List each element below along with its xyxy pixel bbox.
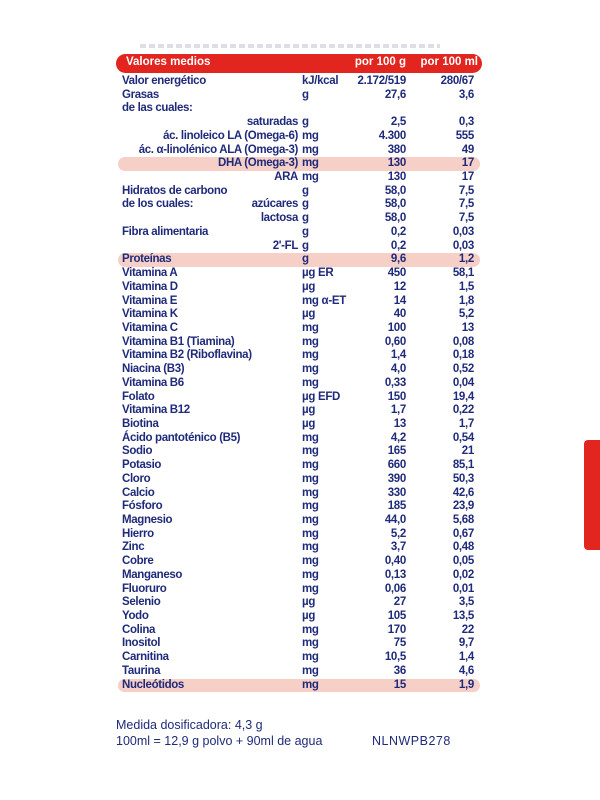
value-per-100ml: 0,03 [452, 225, 474, 238]
value-per-100g: 10,5 [384, 651, 406, 664]
table-row [116, 569, 482, 583]
value-per-100ml: 23,9 [452, 500, 474, 513]
value-per-100g: 5,2 [390, 527, 406, 540]
unit-cell: g [302, 88, 309, 101]
value-per-100g: 4,2 [390, 431, 406, 444]
value-per-100ml: 21 [461, 445, 474, 458]
unit-cell: µg ER [302, 267, 334, 280]
value-per-100g: 0,13 [384, 568, 406, 581]
unit-cell: g [302, 212, 309, 225]
nutrient-label: ác. α-linolénico ALA (Omega-3) [138, 143, 298, 156]
table-row [116, 528, 482, 542]
unit-cell: mg [302, 431, 319, 444]
nutrient-sublabel: azúcares [251, 198, 298, 211]
value-per-100ml: 17 [461, 171, 474, 184]
nutrient-label: saturadas [246, 116, 298, 129]
unit-cell: mg [302, 459, 319, 472]
header-per-100g: por 100 g [354, 56, 406, 68]
table-row [116, 473, 482, 487]
unit-cell: mg α-ET [302, 294, 346, 307]
unit-cell: mg [302, 500, 319, 513]
value-per-100ml: 1,7 [458, 417, 474, 430]
unit-cell: mg [302, 637, 319, 650]
nutrient-label: ARA [274, 171, 298, 184]
value-per-100ml: 5,68 [452, 514, 474, 526]
unit-cell: mg [302, 171, 319, 184]
value-per-100g: 2.172/519 [357, 75, 406, 87]
nutrient-label: Cobre [122, 555, 154, 568]
value-per-100ml: 19,4 [452, 390, 474, 403]
unit-cell: mg [302, 541, 319, 554]
nutrient-label: Potasio [122, 459, 162, 472]
value-per-100ml: 0,04 [452, 376, 474, 389]
value-per-100ml: 1,2 [458, 253, 474, 266]
nutrient-label: Cloro [122, 472, 151, 485]
table-row [116, 116, 482, 130]
nutrient-label: Hierro [122, 527, 154, 540]
value-per-100ml: 0,05 [452, 555, 474, 568]
nutrient-label: Calcio [122, 486, 155, 499]
table-row [116, 308, 482, 322]
value-per-100ml: 3,6 [458, 88, 474, 101]
unit-cell: µg [302, 308, 316, 321]
table-row [116, 253, 482, 267]
unit-cell: g [302, 198, 309, 211]
nutrient-label: Fibra alimentaria [122, 225, 209, 238]
value-per-100g: 170 [387, 623, 406, 636]
table-row [116, 610, 482, 624]
table-row [116, 267, 482, 281]
unit-cell: µg [302, 404, 316, 417]
unit-cell: g [302, 225, 309, 238]
unit-cell: mg [302, 472, 319, 485]
value-per-100g: 27,6 [384, 88, 406, 101]
unit-cell: g [302, 184, 309, 197]
value-per-100g: 15 [393, 678, 406, 691]
value-per-100g: 100 [387, 321, 406, 334]
nutrient-label: Nucleótidos [122, 678, 184, 691]
nutrient-label: Taurina [122, 664, 161, 677]
unit-cell: mg [302, 555, 319, 568]
value-per-100ml: 280/67 [440, 75, 474, 87]
value-per-100ml: 1,8 [458, 294, 474, 307]
table-row [116, 404, 482, 418]
unit-cell: mg [302, 157, 319, 170]
value-per-100g: 4,0 [390, 363, 406, 376]
nutrient-label: Fósforo [122, 500, 163, 513]
unit-cell: mg [302, 651, 319, 664]
value-per-100g: 130 [387, 157, 406, 170]
value-per-100g: 36 [393, 664, 406, 677]
value-per-100ml: 0,03 [452, 239, 474, 252]
table-row [116, 596, 482, 610]
unit-cell: g [302, 239, 309, 252]
table-row [116, 459, 482, 473]
nutrient-label: Vitamina B6 [122, 376, 184, 389]
value-per-100g: 130 [387, 171, 406, 184]
table-row [116, 514, 482, 528]
value-per-100ml: 0,48 [452, 541, 474, 554]
unit-cell: mg [302, 376, 319, 389]
mix-text: 100ml = 12,9 g polvo + 90ml de agua [116, 734, 323, 748]
value-per-100g: 75 [393, 637, 406, 650]
table-row [116, 377, 482, 391]
value-per-100g: 44,0 [384, 514, 406, 526]
value-per-100g: 1,4 [390, 349, 406, 362]
nutrient-label: Vitamina E [122, 294, 178, 307]
value-per-100ml: 58,1 [452, 267, 474, 280]
value-per-100g: 13 [393, 417, 406, 430]
unit-cell: µg [302, 610, 316, 623]
value-per-100ml: 0,54 [452, 431, 474, 444]
table-row [116, 212, 482, 226]
value-per-100g: 165 [387, 445, 406, 458]
red-edge-mark [584, 440, 600, 550]
value-per-100ml: 49 [461, 143, 474, 156]
table-row [116, 679, 482, 693]
table-row [116, 281, 482, 295]
unit-cell: mg [302, 129, 319, 142]
nutrient-label: de las cuales: [122, 102, 193, 115]
value-per-100g: 12 [393, 280, 406, 293]
unit-cell: kJ/kcal [302, 75, 339, 87]
nutrient-label: Selenio [122, 596, 161, 609]
unit-cell: mg [302, 445, 319, 458]
value-per-100g: 390 [387, 472, 406, 485]
nutrient-label: Vitamina B2 (Riboflavina) [122, 349, 252, 362]
table-row [116, 432, 482, 446]
value-per-100g: 660 [387, 459, 406, 472]
value-per-100g: 1,7 [390, 404, 406, 417]
table-row [116, 445, 482, 459]
unit-cell: mg [302, 486, 319, 499]
value-per-100ml: 555 [455, 129, 474, 142]
table-row [116, 102, 482, 116]
nutrient-label: Yodo [122, 610, 149, 623]
value-per-100g: 0,33 [384, 376, 406, 389]
nutrient-label: Ácido pantoténico (B5) [122, 431, 241, 444]
value-per-100ml: 4,6 [458, 664, 474, 677]
value-per-100g: 450 [387, 267, 406, 280]
value-per-100ml: 7,5 [458, 184, 474, 197]
value-per-100g: 14 [393, 294, 406, 307]
nutrient-label: lactosa [260, 212, 298, 225]
value-per-100ml: 50,3 [452, 472, 474, 485]
mix-note [116, 734, 496, 748]
value-per-100g: 40 [393, 308, 406, 321]
table-row [116, 336, 482, 350]
table-row [116, 295, 482, 309]
nutrient-label: Vitamina D [122, 280, 178, 293]
unit-cell: mg [302, 678, 319, 691]
table-row [116, 487, 482, 501]
nutrient-label: Grasas [122, 88, 159, 101]
value-per-100g: 185 [387, 500, 406, 513]
unit-cell: µg [302, 596, 316, 609]
nutrient-label: Magnesio [122, 514, 173, 526]
table-row [116, 322, 482, 336]
unit-cell: g [302, 253, 309, 266]
unit-cell: mg [302, 514, 319, 526]
nutrient-label: Niacina (B3) [122, 363, 185, 376]
value-per-100ml: 0,02 [452, 568, 474, 581]
value-per-100ml: 5,2 [458, 308, 474, 321]
table-row [116, 130, 482, 144]
value-per-100ml: 85,1 [452, 459, 474, 472]
value-per-100ml: 0,18 [452, 349, 474, 362]
value-per-100ml: 7,5 [458, 212, 474, 225]
value-per-100ml: 0,67 [452, 527, 474, 540]
unit-cell: mg [302, 582, 319, 595]
value-per-100g: 4.300 [378, 129, 406, 142]
value-per-100g: 105 [387, 610, 406, 623]
dose-note: Medida dosificadora: 4,3 g [116, 718, 263, 732]
value-per-100ml: 0,3 [458, 116, 474, 129]
value-per-100ml: 17 [461, 157, 474, 170]
nutrient-label: Fluoruro [122, 582, 167, 595]
nutrient-label: Folato [122, 390, 155, 403]
nutrient-label: Vitamina C [122, 321, 178, 334]
value-per-100ml: 1,4 [458, 651, 474, 664]
nutrient-label: 2'-FL [272, 239, 298, 252]
unit-cell: g [302, 116, 309, 129]
value-per-100g: 9,6 [390, 253, 406, 266]
table-row [116, 651, 482, 665]
table-row [116, 624, 482, 638]
product-code: NLNWPB278 [372, 734, 451, 748]
nutrient-label: Vitamina K [122, 308, 178, 321]
value-per-100g: 58,0 [384, 184, 406, 197]
unit-cell: mg [302, 527, 319, 540]
table-body [116, 75, 482, 692]
nutrient-label: de los cuales: [122, 198, 194, 211]
unit-cell: µg [302, 417, 316, 430]
value-per-100g: 0,2 [390, 239, 406, 252]
nutrient-label: Zinc [122, 541, 145, 554]
value-per-100g: 3,7 [390, 541, 406, 554]
unit-cell: mg [302, 664, 319, 677]
unit-cell: mg [302, 321, 319, 334]
nutrient-label: Colina [122, 623, 156, 636]
table-row [116, 541, 482, 555]
table-row [116, 240, 482, 254]
nutrient-label: Carnitina [122, 651, 169, 664]
unit-cell: µg [302, 280, 316, 293]
nutrient-label: Inositol [122, 637, 161, 650]
value-per-100ml: 42,6 [452, 486, 474, 499]
table-row [116, 555, 482, 569]
unit-cell: mg [302, 349, 319, 362]
unit-cell: mg [302, 143, 319, 156]
value-per-100ml: 9,7 [458, 637, 474, 650]
value-per-100ml: 7,5 [458, 198, 474, 211]
table-row [116, 418, 482, 432]
nutrient-label: Biotina [122, 417, 159, 430]
table-row [116, 144, 482, 158]
header-per-100ml: por 100 ml [420, 56, 478, 68]
value-per-100g: 58,0 [384, 212, 406, 225]
table-row [116, 500, 482, 514]
nutrient-label: ác. linoleico LA (Omega-6) [163, 129, 298, 142]
nutrient-label: DHA (Omega-3) [217, 157, 298, 170]
table-row [116, 75, 482, 89]
value-per-100g: 380 [387, 143, 406, 156]
table-row [116, 637, 482, 651]
table-row [116, 198, 482, 212]
table-row [116, 363, 482, 377]
value-per-100g: 330 [387, 486, 406, 499]
value-per-100ml: 0,22 [452, 404, 474, 417]
value-per-100ml: 0,01 [452, 582, 474, 595]
value-per-100ml: 3,5 [458, 596, 474, 609]
nutrient-label: Hidratos de carbono [122, 184, 228, 197]
nutrient-label: Vitamina A [122, 267, 178, 280]
value-per-100ml: 13 [461, 321, 474, 334]
unit-cell: µg EFD [302, 390, 341, 403]
table-row [116, 185, 482, 199]
table-header [116, 54, 482, 73]
table-row [116, 583, 482, 597]
value-per-100g: 27 [393, 596, 406, 609]
header-label: Valores medios [126, 56, 211, 68]
table-row [116, 665, 482, 679]
value-per-100ml: 22 [461, 623, 474, 636]
nutrition-table [116, 50, 482, 720]
table-row [116, 226, 482, 240]
table-row [116, 89, 482, 103]
nutrient-label: Sodio [122, 445, 153, 458]
unit-cell: mg [302, 568, 319, 581]
value-per-100g: 150 [387, 390, 406, 403]
value-per-100g: 58,0 [384, 198, 406, 211]
value-per-100g: 0,2 [390, 225, 406, 238]
value-per-100ml: 1,9 [458, 678, 474, 691]
top-cut-text-remnant [140, 44, 440, 48]
table-row [116, 391, 482, 405]
value-per-100g: 0,06 [384, 582, 406, 595]
value-per-100g: 0,60 [384, 335, 406, 348]
value-per-100g: 2,5 [390, 116, 406, 129]
table-row [116, 349, 482, 363]
value-per-100ml: 13,5 [452, 610, 474, 623]
unit-cell: mg [302, 363, 319, 376]
value-per-100ml: 1,5 [458, 280, 474, 293]
nutrient-label: Vitamina B1 (Tiamina) [122, 335, 235, 348]
nutrient-label: Proteínas [122, 253, 172, 266]
nutrient-label: Manganeso [122, 568, 183, 581]
unit-cell: mg [302, 335, 319, 348]
value-per-100g: 0,40 [384, 555, 406, 568]
value-per-100ml: 0,52 [452, 363, 474, 376]
nutrient-label: Vitamina B12 [122, 404, 190, 417]
unit-cell: mg [302, 623, 319, 636]
value-per-100ml: 0,08 [452, 335, 474, 348]
table-row [116, 171, 482, 185]
table-row [116, 157, 482, 171]
nutrient-label: Valor energético [122, 75, 206, 87]
